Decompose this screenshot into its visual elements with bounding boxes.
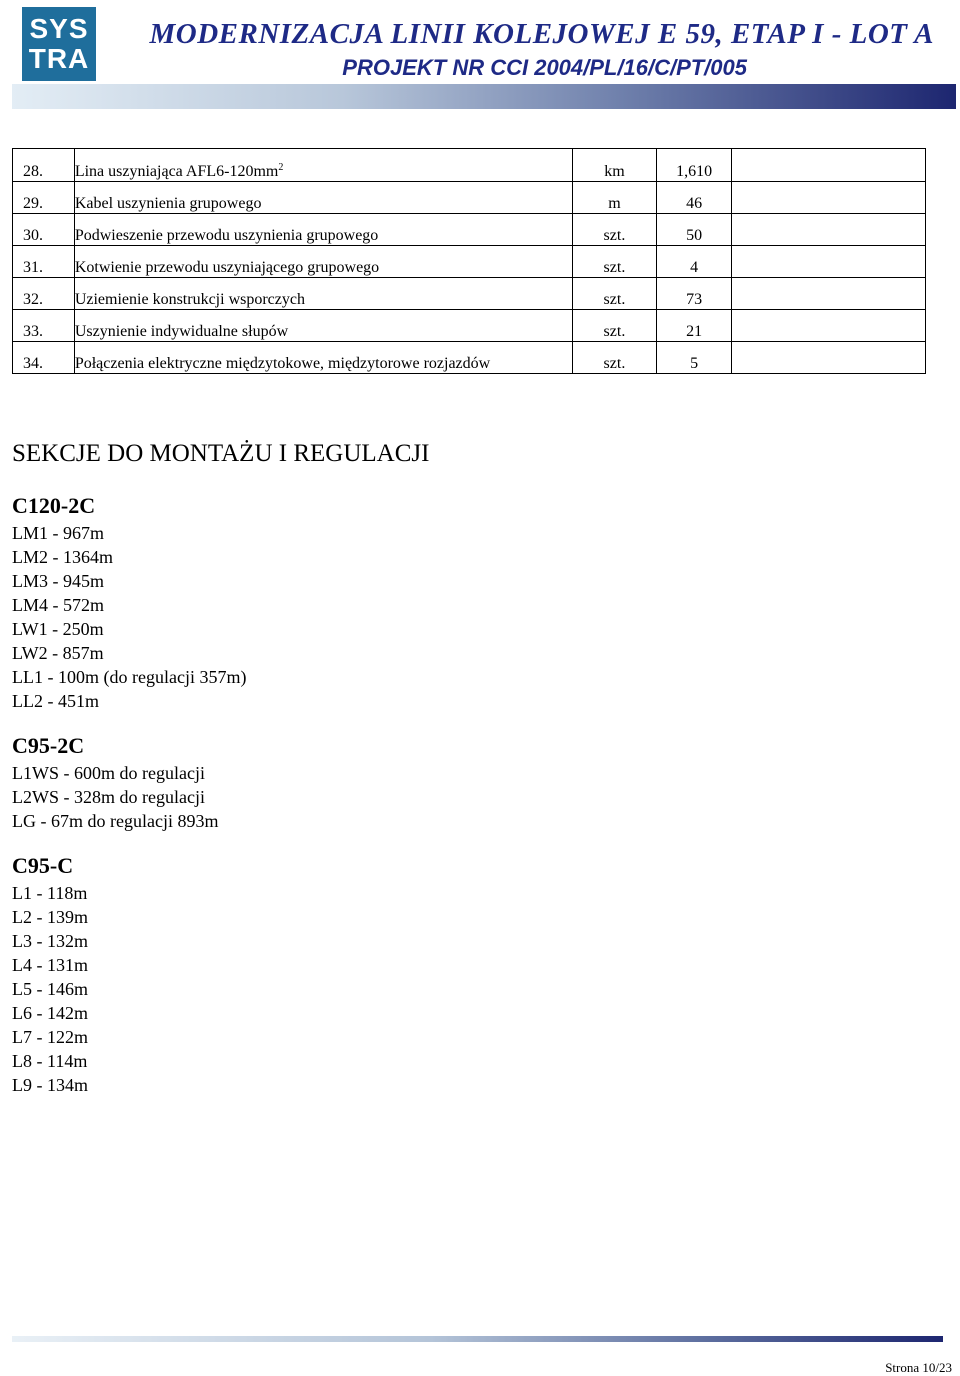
row-unit [572,342,657,374]
row-unit-text: szt. [603,259,626,276]
row-unit [572,246,657,278]
row-empty-cell [732,182,926,214]
row-name-text: Kabel uszynienia grupowego [74,195,262,212]
row-unit-text: km [604,163,625,180]
row-quantity-text: 5 [690,355,699,372]
row-unit [572,278,657,310]
systra-logo [22,7,96,81]
row-unit [572,310,657,342]
row-name-text: Uszynienie indywidualne słupów [74,323,289,340]
section-line: L1 - 118m [12,883,88,903]
table-row [13,149,926,182]
logo-line-1: SYS [29,13,89,44]
row-name [74,278,572,310]
row-name [74,182,572,214]
row-quantity [657,246,732,278]
section-line: LM3 - 945m [12,571,104,591]
row-unit-text: szt. [603,291,626,308]
section-line: LM4 - 572m [12,595,104,615]
table-row [13,246,926,278]
row-number-text: 33. [23,323,43,340]
row-quantity-text: 46 [686,195,703,212]
section-line: L2 - 139m [12,907,88,927]
sections-content [12,436,912,1115]
section-line: L1WS - 600m do regulacji [12,763,205,783]
page-number: Strona 10/23 [885,1360,952,1375]
row-name [74,310,572,342]
section-groups [12,491,912,1097]
section-group [12,851,912,1097]
logo-line-2: TRA [28,43,90,74]
section-line: LL1 - 100m (do regulacji 357m) [12,667,247,687]
row-unit [572,214,657,246]
row-quantity [657,214,732,246]
section-line: L3 - 132m [12,931,88,951]
row-quantity [657,310,732,342]
row-name [74,246,572,278]
row-quantity-text: 1,610 [676,163,713,180]
section-group [12,491,912,713]
row-empty-cell [732,342,926,374]
row-unit [572,149,657,182]
row-number-text: 29. [23,195,43,212]
section-line: LL2 - 451m [12,691,99,711]
section-line: L9 - 134m [12,1075,88,1095]
row-number [13,310,75,342]
section-group [12,731,912,833]
section-line: L8 - 114m [12,1051,88,1071]
footer-bar [12,1336,943,1342]
superscript: 2 [278,162,284,173]
table-row [13,342,926,374]
row-number-text: 30. [23,227,43,244]
row-empty-cell [732,214,926,246]
section-line: L6 - 142m [12,1003,88,1023]
row-number [13,246,75,278]
row-empty-cell [732,246,926,278]
section-line: LG - 67m do regulacji 893m [12,811,219,831]
row-name [74,149,572,182]
project-number: PROJEKT NR CCI 2004/PL/16/C/PT/005 [342,55,747,80]
table-row [13,278,926,310]
section-line: LW2 - 857m [12,643,104,663]
row-number-text: 28. [23,163,43,180]
section-line: L5 - 146m [12,979,88,999]
row-number [13,214,75,246]
row-name-text: Połączenia elektryczne międzytokowe, międzytorowe rozjazdów [74,355,491,372]
row-quantity-text: 50 [686,227,703,244]
row-number [13,342,75,374]
row-quantity [657,278,732,310]
row-name [74,214,572,246]
row-name-text: Lina uszyniająca AFL6-120mm [74,163,279,180]
section-line: L2WS - 328m do regulacji [12,787,205,807]
row-number [13,278,75,310]
group-title: C95-2C [12,733,85,758]
row-quantity [657,149,732,182]
group-title: C120-2C [12,493,96,518]
row-unit [572,182,657,214]
row-empty-cell [732,278,926,310]
section-line: L7 - 122m [12,1027,88,1047]
document-title: MODERNIZACJA LINII KOLEJOWEJ E 59, ETAP I - LOT A [149,18,934,50]
row-name-text: Podwieszenie przewodu uszynienia grupowego [74,227,379,244]
row-unit-text: m [608,195,621,212]
section-line: LM1 - 967m [12,523,104,543]
row-number-text: 32. [23,291,43,308]
table-row [13,310,926,342]
row-quantity-text: 21 [686,323,703,340]
row-quantity [657,182,732,214]
spec-table [12,148,926,374]
section-heading: SEKCJE DO MONTAŻU I REGULACJI [12,440,430,467]
section-line: LM2 - 1364m [12,547,113,567]
row-empty-cell [732,149,926,182]
row-unit-text: szt. [603,323,626,340]
header-bar [12,84,956,109]
row-number [13,182,75,214]
section-line: L4 - 131m [12,955,88,975]
row-number [13,149,75,182]
row-quantity-text: 73 [686,291,703,308]
group-title: C95-C [12,853,74,878]
row-quantity [657,342,732,374]
table-row [13,214,926,246]
row-unit-text: szt. [603,355,626,372]
row-empty-cell [732,310,926,342]
row-number-text: 34. [23,355,43,372]
row-quantity-text: 4 [690,259,699,276]
row-name [74,342,572,374]
table-row [13,182,926,214]
row-unit-text: szt. [603,227,626,244]
row-name-text: Kotwienie przewodu uszyniającego grupowego [74,259,380,276]
section-line: LW1 - 250m [12,619,104,639]
row-name-text: Uziemienie konstrukcji wsporczych [74,291,305,308]
row-number-text: 31. [23,259,43,276]
